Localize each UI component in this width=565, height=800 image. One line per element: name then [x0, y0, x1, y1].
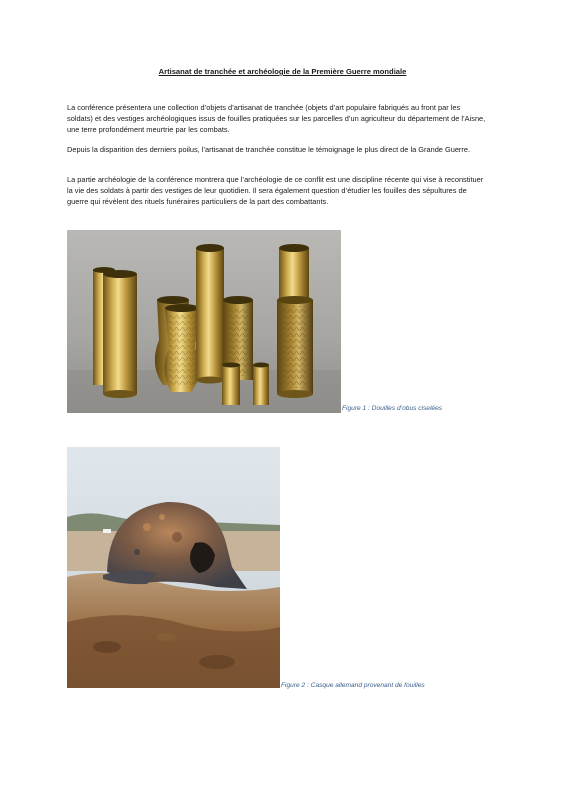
figure-1-caption: Figure 1 : Douilles d’obus ciselées	[342, 405, 443, 412]
figure-2-helmet-photo	[67, 447, 280, 688]
paragraph-intro: La conférence présentera une collection d’objets d’artisanat de tranchée (objets d’art populaire fabriqués au front par les soldats) et des vestiges archéologiques issus de fouilles pratiquées sur les parcelles d’un agriculteur du département de l’Aisne, une terre profondément meurtrie par les combats.	[67, 103, 486, 134]
figure-2-caption: Figure 2 : Casque allemand provenant de fouilles	[281, 682, 425, 689]
paragraph-poilus: Depuis la disparition des derniers poilus, l’artisanat de tranchée constitue le témoignage le plus direct de la Grande Guerre.	[67, 145, 471, 154]
paragraph-archeology: La partie archéologie de la conférence montrera que l’archéologie de ce conflit est une discipline récente qui vise à reconstituer la vie des soldats à partir des vestiges de leur quotidien. Il sera également question d’étudier les fouilles des sépultures de guerre qui révèlent des rituels funéraires particuliers de la part des combattants.	[67, 175, 484, 206]
figure-1-shell-casings-photo	[67, 230, 341, 413]
document-title: Artisanat de tranchée et archéologie de la Première Guerre mondiale	[158, 67, 407, 76]
